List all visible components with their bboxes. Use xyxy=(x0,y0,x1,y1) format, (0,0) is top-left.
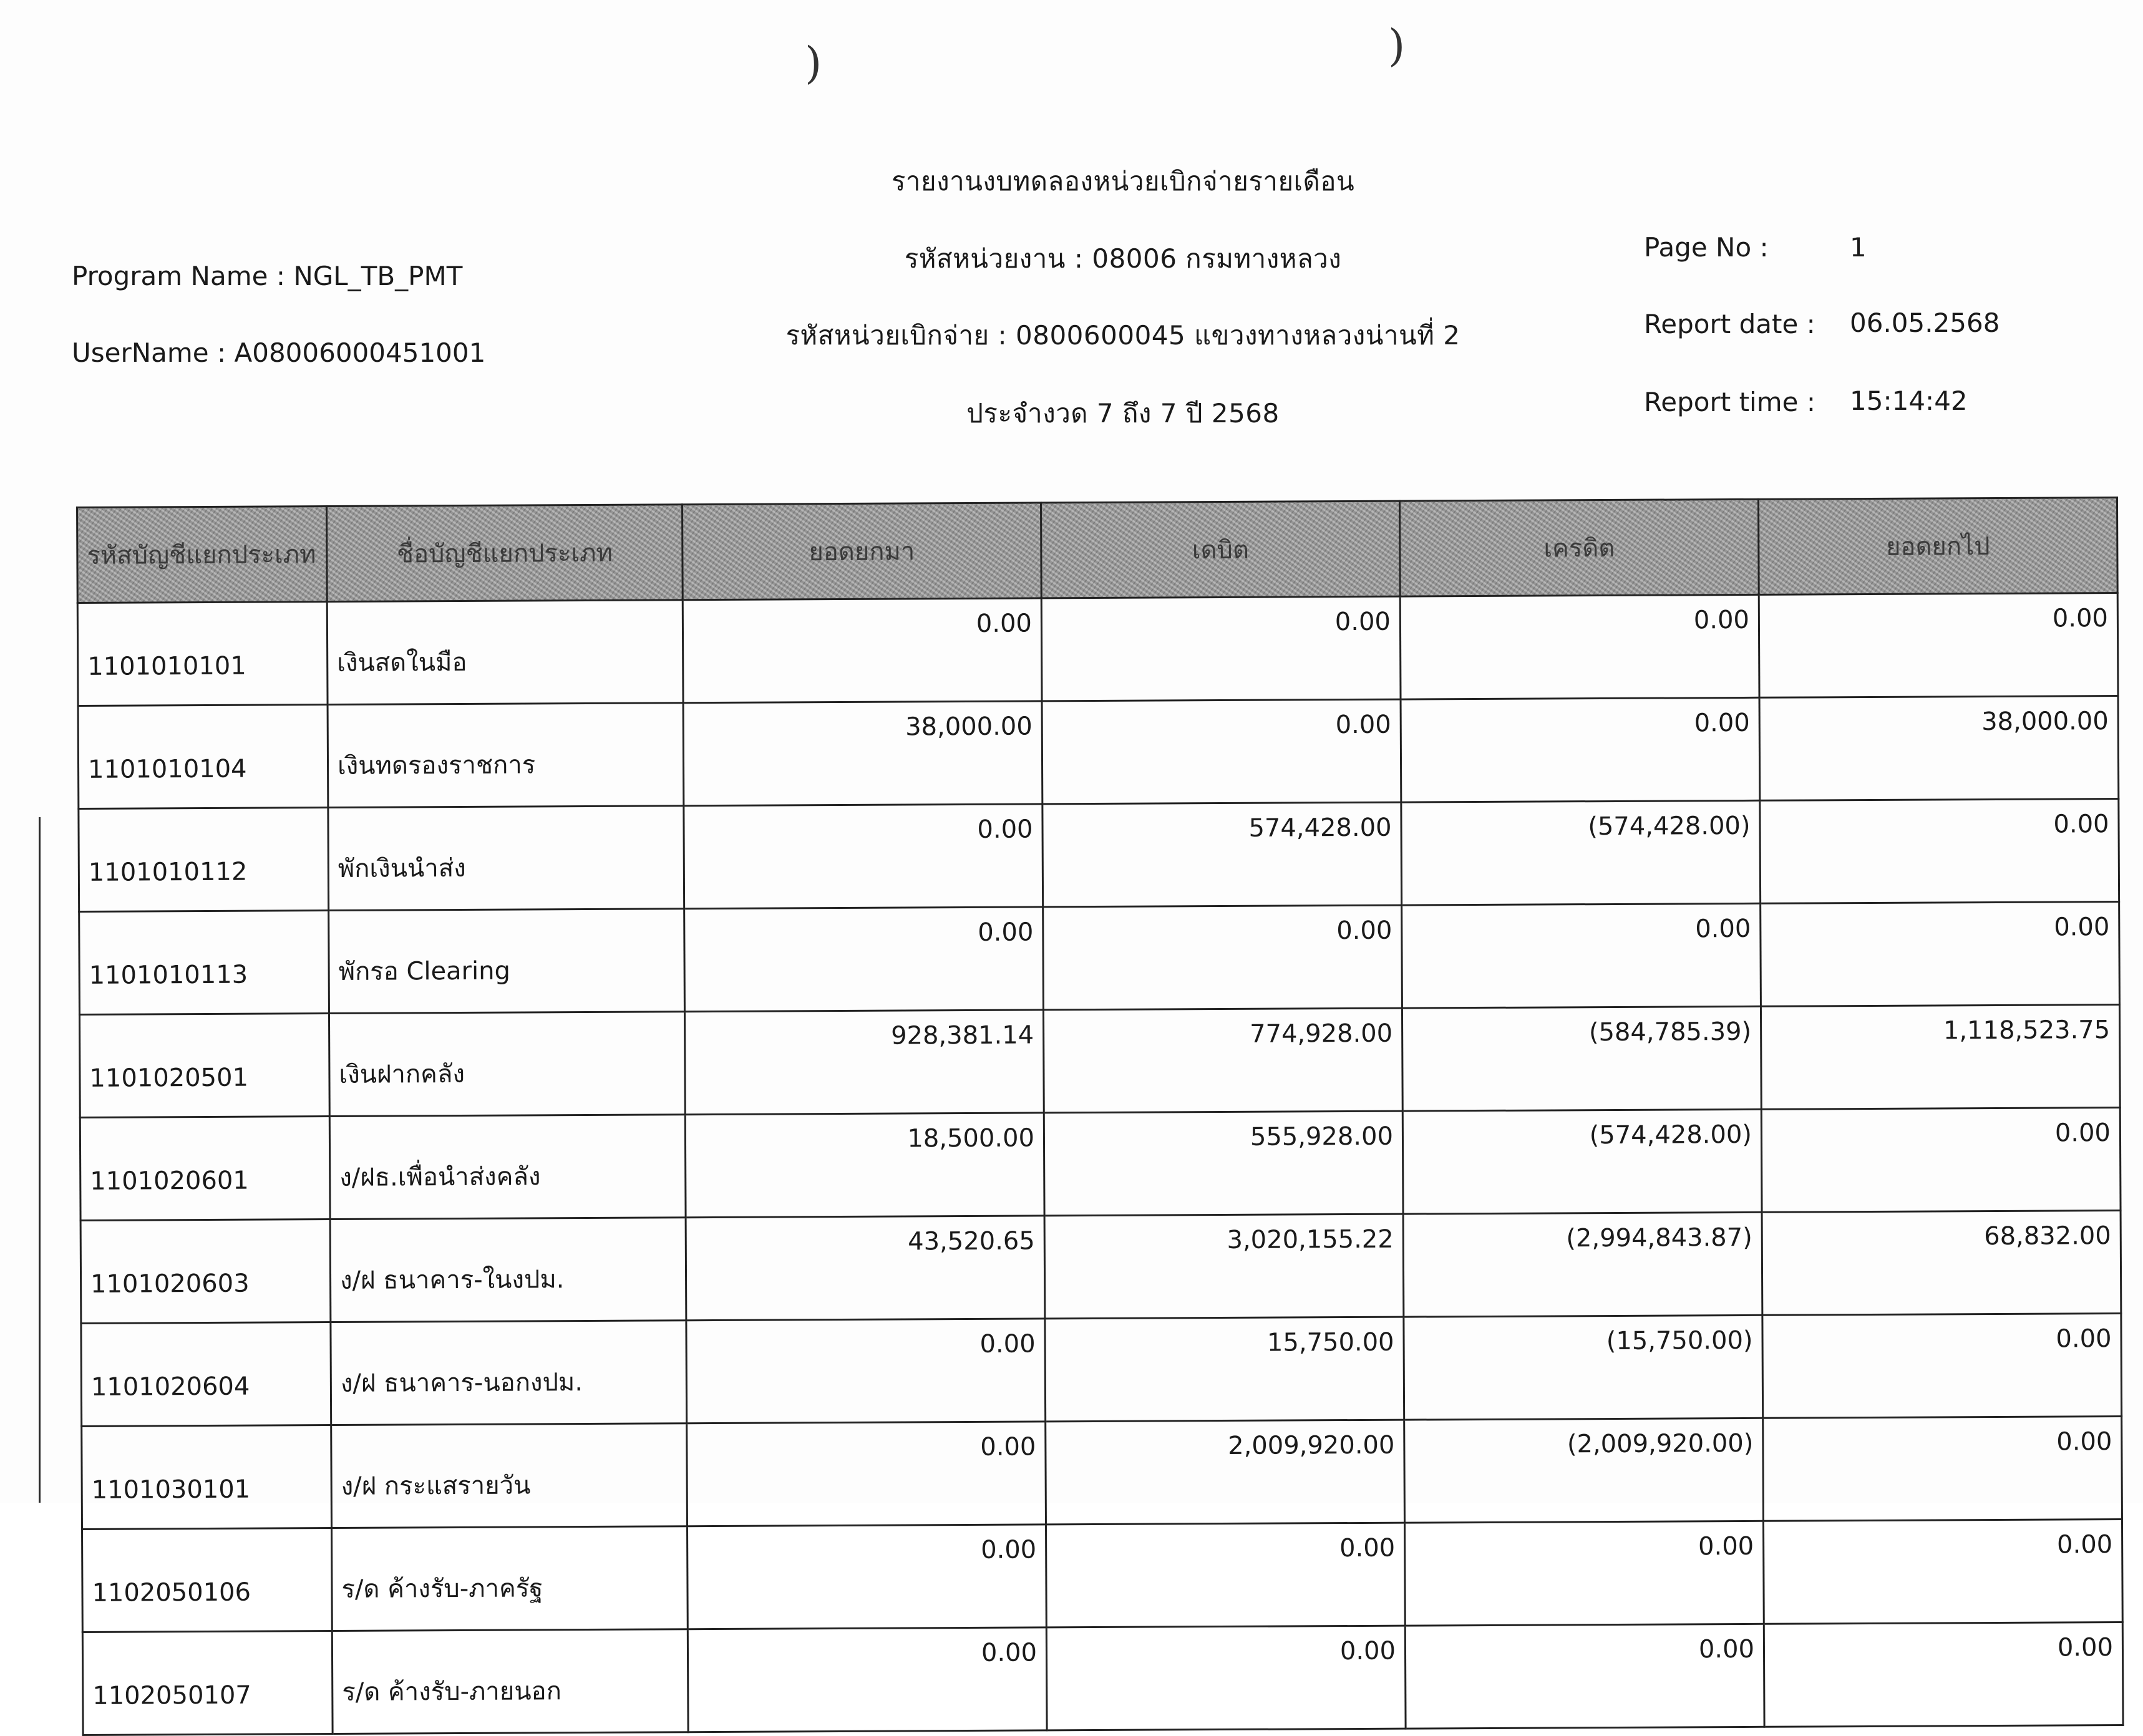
carried-forward-cell: 1,118,523.75 xyxy=(1761,1005,2120,1110)
table-row xyxy=(80,1210,2121,1323)
account-code-cell: 1101020603 xyxy=(80,1220,331,1324)
column-header-debit: เดบิต xyxy=(1041,501,1400,598)
table-row xyxy=(77,593,2118,706)
account-name-cell: ง/ฝ ธนาคาร-ในงปม. xyxy=(330,1218,686,1322)
brought-forward-cell: 928,381.14 xyxy=(684,1010,1044,1115)
page-no-value: 1 xyxy=(1850,232,1867,263)
debit-cell: 574,428.00 xyxy=(1042,802,1402,907)
brought-forward-cell: 0.00 xyxy=(683,598,1042,703)
account-name-cell: เงินสดในมือ xyxy=(327,600,683,705)
account-code-cell: 1102050107 xyxy=(82,1631,333,1735)
debit-cell: 0.00 xyxy=(1043,905,1402,1010)
brought-forward-cell: 0.00 xyxy=(688,1525,1047,1629)
credit-cell: 0.00 xyxy=(1400,594,1759,699)
column-header-account-name: ชื่อบัญชีแยกประเภท xyxy=(327,505,683,602)
table-header-row xyxy=(77,498,2118,603)
column-header-carried-forward: ยอดยกไป xyxy=(1758,498,2117,595)
trial-balance-table xyxy=(76,497,2124,1736)
account-name-cell: เงินทดรองราชการ xyxy=(328,703,684,808)
account-code-cell: 1101020601 xyxy=(80,1117,330,1221)
punch-hole-mark-left: ) xyxy=(805,37,822,89)
brought-forward-cell: 0.00 xyxy=(684,907,1044,1012)
debit-cell: 0.00 xyxy=(1041,596,1401,701)
account-code-cell: 1101010101 xyxy=(77,602,328,706)
credit-cell: 0.00 xyxy=(1404,1521,1764,1626)
column-header-credit: เครดิต xyxy=(1399,499,1759,596)
debit-cell: 15,750.00 xyxy=(1045,1317,1404,1422)
carried-forward-cell: 0.00 xyxy=(1763,1416,2122,1521)
account-name-cell: ร/ด ค้างรับ-ภาครัฐ xyxy=(332,1526,688,1631)
account-code-cell: 1101020501 xyxy=(79,1014,329,1118)
brought-forward-cell: 0.00 xyxy=(688,1627,1047,1732)
credit-cell: (574,428.00) xyxy=(1401,800,1761,905)
brought-forward-cell: 18,500.00 xyxy=(685,1113,1044,1218)
carried-forward-cell: 0.00 xyxy=(1764,1622,2123,1727)
debit-cell: 2,009,920.00 xyxy=(1046,1420,1405,1525)
table-row xyxy=(79,799,2119,912)
credit-cell: 0.00 xyxy=(1401,697,1760,802)
carried-forward-cell: 38,000.00 xyxy=(1759,696,2119,801)
account-code-cell: 1101010104 xyxy=(78,705,328,809)
table-row xyxy=(80,1108,2121,1221)
debit-cell: 0.00 xyxy=(1042,699,1401,804)
credit-cell: 0.00 xyxy=(1405,1624,1764,1729)
account-name-cell: ร/ด ค้างรับ-ภายนอก xyxy=(332,1629,688,1734)
brought-forward-cell: 0.00 xyxy=(684,804,1043,909)
carried-forward-cell: 0.00 xyxy=(1761,902,2120,1007)
carried-forward-cell: 0.00 xyxy=(1760,799,2119,904)
account-code-cell: 1102050106 xyxy=(82,1528,333,1632)
table-row xyxy=(82,1622,2123,1735)
report-title: รายงานงบทดลองหน่วยเบิกจ่ายรายเดือน xyxy=(891,166,1355,196)
brought-forward-cell: 43,520.65 xyxy=(686,1216,1045,1321)
page-no-label: Page No : xyxy=(1644,232,1769,263)
debit-cell: 0.00 xyxy=(1046,1523,1405,1627)
credit-cell: 0.00 xyxy=(1402,903,1761,1008)
account-name-cell: เงินฝากคลัง xyxy=(329,1012,685,1117)
account-name-cell: พักรอ Clearing xyxy=(329,909,685,1014)
trial-balance-table-wrapper xyxy=(76,497,2121,1710)
agency-line: รหัสหน่วยงาน : 08006 กรมทางหลวง xyxy=(904,243,1342,274)
table-row xyxy=(79,1005,2120,1118)
debit-cell: 3,020,155.22 xyxy=(1044,1214,1404,1319)
account-code-cell: 1101010113 xyxy=(79,911,329,1015)
credit-cell: (2,009,920.00) xyxy=(1404,1418,1764,1523)
report-date-label: Report date : xyxy=(1644,309,1815,339)
period-line: ประจำงวด 7 ถึง 7 ปี 2568 xyxy=(966,398,1280,429)
table-row xyxy=(82,1519,2123,1632)
account-name-cell: พักเงินนำส่ง xyxy=(328,806,684,911)
credit-cell: (2,994,843.87) xyxy=(1403,1212,1762,1317)
table-row xyxy=(81,1313,2122,1426)
credit-cell: (15,750.00) xyxy=(1404,1315,1763,1420)
table-row xyxy=(78,696,2119,809)
debit-cell: 555,928.00 xyxy=(1044,1111,1403,1216)
brought-forward-cell: 38,000.00 xyxy=(683,701,1042,806)
column-header-account-code: รหัสบัญชีแยกประเภท xyxy=(77,507,328,603)
column-header-brought-forward: ยอดยกมา xyxy=(682,503,1041,600)
punch-hole-mark-right: ) xyxy=(1388,20,1406,71)
report-time-label: Report time : xyxy=(1644,387,1815,417)
table-row xyxy=(79,902,2120,1015)
scan-edge-line xyxy=(39,817,41,1503)
debit-cell: 774,928.00 xyxy=(1043,1008,1402,1113)
account-name-cell: ง/ฝ ธนาคาร-นอกงปม. xyxy=(331,1321,687,1425)
carried-forward-cell: 0.00 xyxy=(1759,593,2118,698)
brought-forward-cell: 0.00 xyxy=(687,1422,1046,1526)
account-name-cell: ง/ฝธ.เพื่อนำส่งคลัง xyxy=(329,1115,686,1220)
account-code-cell: 1101020604 xyxy=(81,1322,331,1427)
table-row xyxy=(82,1416,2122,1529)
carried-forward-cell: 0.00 xyxy=(1762,1313,2122,1418)
credit-cell: (574,428.00) xyxy=(1402,1109,1762,1214)
program-name: Program Name : NGL_TB_PMT xyxy=(72,261,463,291)
account-code-cell: 1101010112 xyxy=(79,808,329,912)
carried-forward-cell: 0.00 xyxy=(1763,1519,2122,1624)
brought-forward-cell: 0.00 xyxy=(686,1319,1046,1423)
account-name-cell: ง/ฝ กระแสรายวัน xyxy=(331,1423,688,1528)
account-code-cell: 1101030101 xyxy=(82,1425,332,1530)
credit-cell: (584,785.39) xyxy=(1402,1006,1761,1111)
user-name: UserName : A08006000451001 xyxy=(72,337,486,368)
disbursing-unit-line: รหัสหน่วยเบิกจ่าย : 0800600045 แขวงทางหลวงน่านที่ 2 xyxy=(785,320,1460,351)
report-time-value: 15:14:42 xyxy=(1850,386,1968,416)
report-date-value: 06.05.2568 xyxy=(1850,308,2000,338)
debit-cell: 0.00 xyxy=(1046,1626,1406,1730)
carried-forward-cell: 68,832.00 xyxy=(1762,1210,2121,1315)
carried-forward-cell: 0.00 xyxy=(1761,1108,2121,1213)
